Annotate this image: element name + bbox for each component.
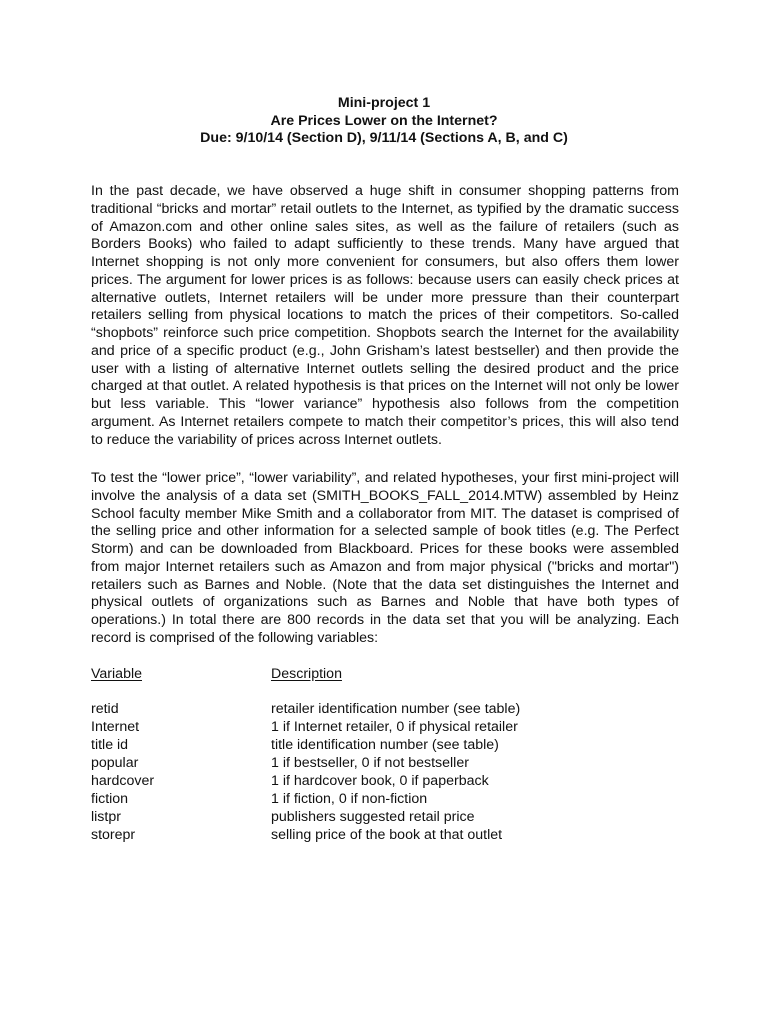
title-project: Mini-project 1 <box>337 95 431 111</box>
variable-description: selling price of the book at that outlet <box>271 827 503 843</box>
table-row <box>91 808 691 826</box>
document-title <box>0 95 768 148</box>
table-row <box>91 772 691 790</box>
variable-name: fiction <box>91 791 129 807</box>
variable-name: popular <box>91 755 139 771</box>
title-question: Are Prices Lower on the Internet? <box>270 112 498 129</box>
variable-description: 1 if Internet retailer, 0 if physical retailer <box>271 719 518 735</box>
table-row <box>91 826 691 844</box>
variables-table <box>91 700 691 844</box>
variable-name: title id <box>91 737 129 753</box>
table-row <box>91 736 691 754</box>
table-row <box>91 700 691 718</box>
variable-name: listpr <box>91 809 121 825</box>
variable-description: title identification number (see table) <box>271 737 499 753</box>
title-due-date: Due: 9/10/14 (Section D), 9/11/14 (Sections A, B, and C) <box>200 130 568 146</box>
description-column-header: Description <box>271 666 342 682</box>
variable-description: 1 if hardcover book, 0 if paperback <box>271 773 489 789</box>
table-row <box>91 754 691 772</box>
variable-name: storepr <box>91 827 136 843</box>
table-row <box>91 718 691 736</box>
variable-description: 1 if fiction, 0 if non-fiction <box>271 791 428 807</box>
variable-description: 1 if bestseller, 0 if not bestseller <box>271 755 469 771</box>
paragraph-dataset: To test the “lower price”, “lower variability”, and related hypotheses, your first mini-project will involve the analysis of a data set (SMITH_BOOKS_FALL_2014.MTW) assembled by Heinz School faculty member Mike Smith and a collaborator from MIT. The dataset is comprised of the selling price and other information for a selected sample of book titles (e.g. The Perfect Storm) and can be downloaded from Blackboard. Prices for these books were assembled from major Internet retailers such as Amazon and from major physical ("bricks and mortar") retailers such as Barnes and Noble. (Note that the data set distinguishes the Internet and physical outlets of organizations such as Barnes and Noble that have both types of operations.) In total there are 800 records in the data set that you will be analyzing. Each record is comprised of the following variables: <box>91 470 679 646</box>
variable-name: retid <box>91 701 119 717</box>
paragraph-background: In the past decade, we have observed a huge shift in consumer shopping patterns from traditional “bricks and mortar” retail outlets to the Internet, as typified by the dramatic success of Amazon.com and other online sales sites, as well as the failure of retailers (such as Borders Books) who failed to adapt sufficiently to these trends. Many have argued that Internet shopping is not only more convenient for consumers, but also offers them lower prices. The argument for lower prices is as follows: because users can easily check prices at alternative outlets, Internet retailers will be under more pressure than their counterpart retailers selling from physical locations to match the prices of their competitors. So-called “shopbots” reinforce such price competition. Shopbots search the Internet for the availability and price of a specific product (e.g., John Grisham’s latest bestseller) and then provide the user with a listing of alternative Internet outlets selling the desired product and the price charged at that outlet. A related hypothesis is that prices on the Internet will not only be lower but less variable. This “lower variance” hypothesis also follows from the competition argument. As Internet retailers compete to match their competitor’s prices, this will also tend to reduce the variability of prices across Internet outlets. <box>91 183 679 448</box>
table-row <box>91 790 691 808</box>
variable-name: hardcover <box>91 773 155 789</box>
variable-description: retailer identification number (see table) <box>271 701 521 717</box>
variable-description: publishers suggested retail price <box>271 809 475 825</box>
variable-name: Internet <box>91 719 140 735</box>
variable-column-header: Variable <box>91 666 142 682</box>
